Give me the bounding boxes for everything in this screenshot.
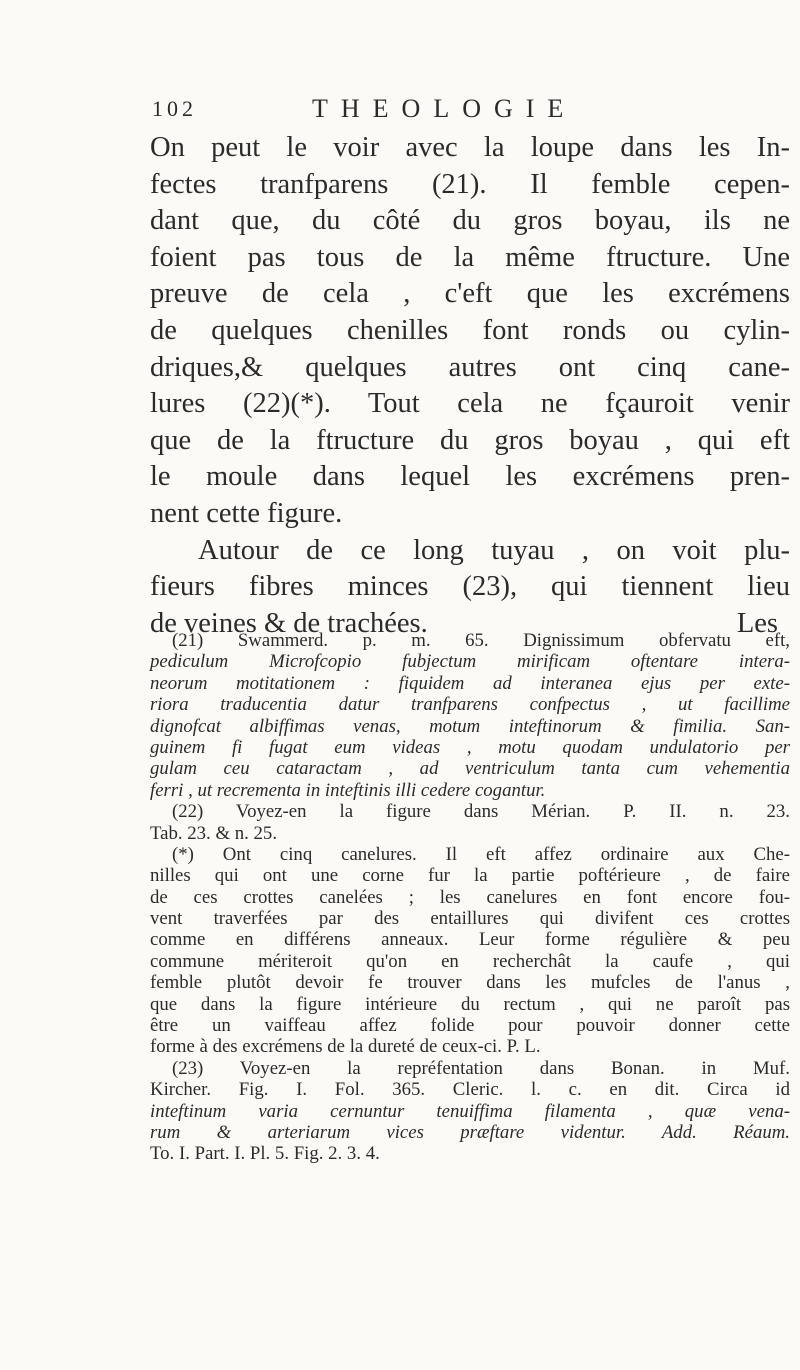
text-line: le moule dans lequel les excrémens pren- [150,461,790,493]
footnote-line: (22) Voyez-en la figure dans Mérian. P. II. n. 23. [172,801,790,823]
footnote-line: Tab. 23. & n. 25. [150,822,278,844]
footnote-line: être un vaiffeau affez folide pour pouvoir donner cette [150,1015,790,1037]
footnote-line: ferri , ut recrementa in inteftinis illi cedere cogantur. [150,779,546,801]
footnote-line: nilles qui ont une corne fur la partie poftérieure , de faire [150,865,790,887]
text-line: dant que, du côté du gros boyau, ils ne [150,205,790,237]
footnote-line: rum & arteriarum vices præftare videntur. Add. Réaum. [150,1121,790,1143]
text-line: de veines & de trachées. [150,607,428,639]
footnote-line: femble plutôt devoir fe trouver dans les mufcles de l'anus , [150,972,790,994]
footnote-line: de ces crottes canelées ; les canelures en font encore fou- [150,886,790,908]
footnote-line: forme à des excrémens de la dureté de ceux-ci. P. L. [150,1036,541,1058]
footnote-line: commune mériteroit qu'on en recherchât la caufe , qui [150,950,790,972]
text-line: fieurs fibres minces (23), qui tiennent lieu [150,571,790,603]
main-text [150,130,790,642]
footnote-line: vent traverfées par des entaillures qui divifent ces crottes [150,908,790,930]
footnote-line: (*) Ont cinq canelures. Il eft affez ordinaire aux Che- [172,843,790,865]
text-line: fectes tranfparens (21). Il femble cepen- [150,168,790,200]
running-title: THEOLOGIE [312,94,577,123]
footnote-line: (21) Swammerd. p. m. 65. Dignissimum obfervatu eft, [172,630,790,651]
text-line: nent cette figure. [150,497,343,529]
footnote-line: riora traducentia datur tranfparens confpectus , ut facillime [150,694,790,716]
footnote-line: dignofcat albiffimas venas, motum inteftinorum & fimilia. San- [150,715,790,737]
footnote-line: neorum motitationem : fiquidem ad interanea ejus per exte- [150,672,790,694]
text-line: driques,& quelques autres ont cinq cane- [150,351,790,383]
text-line: foient pas tous de la même ftructure. Une [150,241,790,273]
footnote-line: pediculum Microfcopio fubjectum mirificam oftentare intera- [150,651,790,673]
text-line: de quelques chenilles font ronds ou cylin- [150,314,790,346]
footnotes [150,630,790,1165]
text-line: Autour de ce long tuyau , on voit plu- [198,534,790,566]
footnote-line: Kircher. Fig. I. Fol. 365. Cleric. l. c. en dit. Circa id [150,1079,790,1101]
footnote-line: To. I. Part. I. Pl. 5. Fig. 2. 3. 4. [150,1143,380,1165]
footnote-line: gulam ceu cataractam , ad ventriculum tanta cum vehementia [150,758,790,780]
text-line: que de la ftructure du gros boyau , qui eft [150,424,790,456]
footnote-line: inteftinum varia cernuntur tenuiffima filamenta , quæ vena- [150,1100,790,1122]
footnote-line: guinem fi fugat eum videas , motu quodam undulatorio per [150,736,790,758]
text-line: On peut le voir avec la loupe dans les In- [150,132,790,163]
footnote-line: comme en différens anneaux. Leur forme régulière & peu [150,929,790,951]
catchword: Les [736,607,778,639]
text-line: lures (22)(*). Tout cela ne fçauroit venir [150,388,790,420]
footnote-line: (23) Voyez-en la repréfentation dans Bonan. in Muf. [172,1057,790,1079]
text-line: preuve de cela , c'eft que les excrémens [150,278,790,310]
footnote-line: que dans la figure intérieure du rectum , qui ne paroît pas [150,993,790,1015]
page-number: 102 [152,96,197,121]
